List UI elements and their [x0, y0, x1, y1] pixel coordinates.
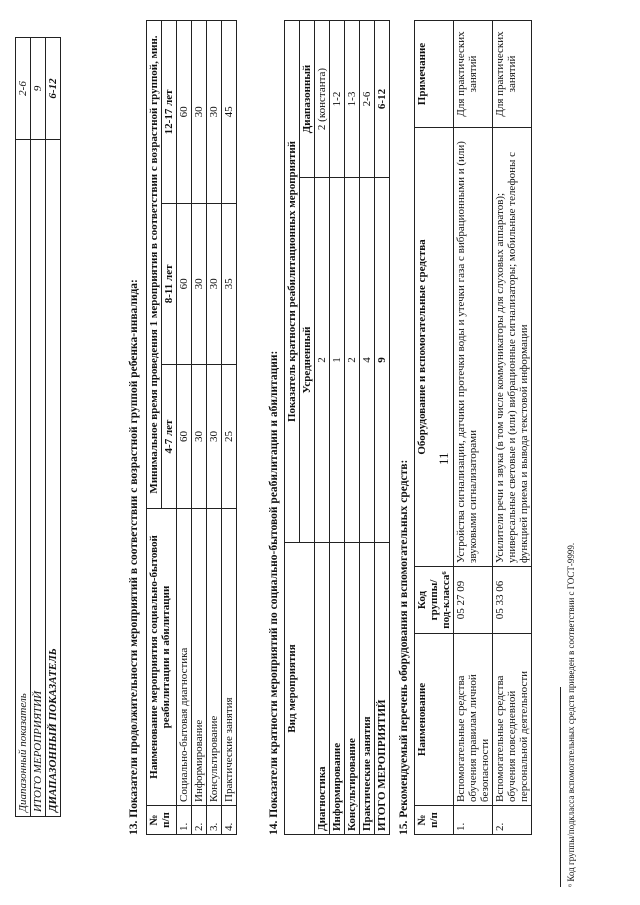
table-header-row — [147, 21, 162, 835]
col-header-num: № п/п — [415, 806, 454, 835]
table-row — [177, 21, 192, 835]
table-cell: Диагностика — [315, 543, 330, 835]
table-cell: Информирование — [330, 543, 345, 835]
section-13-title: 13. Показатели продолжительности мероприятий в соответствии с возрастной группой ребенка-инвалида: — [128, 279, 140, 835]
table-cell: Диапазонный показатель — [16, 140, 31, 817]
page-number: 11 — [436, 452, 451, 465]
footnote: ⁶ Код группы/подкласса вспомогательных средств приведен в соответствии с ГОСТ-9999. — [566, 542, 576, 887]
table-cell: 30 — [207, 203, 222, 364]
table-header-row — [415, 21, 454, 835]
table-cell: 2 — [315, 178, 330, 543]
table-cell: Для практических занятий — [493, 21, 532, 128]
section-15-title: 15. Рекомендуемый перечень оборудования и вспомогательных средств: — [398, 459, 410, 835]
col-header-time: Минимальное время проведения 1 мероприятия в соответствии с возрастной группой, мин. — [147, 21, 162, 509]
section-14-title: 14. Показатели кратности мероприятий по социально-бытовой реабилитации и абилитации: — [268, 350, 280, 835]
table-cell: Социально-бытовая диагностика — [177, 509, 192, 806]
table-cell: Практические занятия — [360, 543, 375, 835]
table-cell: ИТОГО МЕРОПРИЯТИЙ — [31, 140, 46, 817]
table-cell: 6-12 — [375, 21, 390, 178]
table-cell: 35 — [222, 203, 237, 364]
table-cell: Информирование — [192, 509, 207, 806]
table-cell: Устройства сигнализации, датчики протечки воды и утечки газа с вибрационными и (или) звуковыми сигнализаторами — [454, 128, 493, 567]
table-cell: 9 — [375, 178, 390, 543]
table-cell: ИТОГО МЕРОПРИЯТИЙ — [375, 543, 390, 835]
table-cell: 1-3 — [345, 21, 360, 178]
col-header-equipment: Оборудование и вспомогательные средства — [415, 128, 454, 567]
col-header-num: № п/п — [147, 806, 177, 835]
table-cell: 05 33 06 — [493, 567, 532, 634]
table-cell: 30 — [207, 21, 222, 204]
table-header-row — [285, 21, 300, 835]
table-cell: Для практических занятий — [454, 21, 493, 128]
table-cell: 60 — [177, 365, 192, 509]
table-cell: Усилители речи и звука (в том числе коммуникаторы для слуховых аппаратов); универсальные световые и (или) вибрационные сигнализаторы; мобильные телефоны с функцией приема и вывода текстовой информации — [493, 128, 532, 567]
table-cell: 2 (константа) — [315, 21, 330, 178]
col-header-range: Диапазонный — [300, 21, 315, 178]
table-cell: 25 — [222, 365, 237, 509]
table-cell: 2-6 — [360, 21, 375, 178]
col-header-code: Код группы/под-класса⁶ — [415, 567, 454, 634]
table-cell: 2 — [345, 178, 360, 543]
table-cell: ДИАПАЗОННЫЙ ПОКАЗАТЕЛЬ — [46, 140, 61, 817]
top-summary-table — [15, 37, 61, 817]
duration-table — [146, 20, 237, 835]
table-cell: 2. — [493, 806, 532, 835]
table-row — [207, 21, 222, 835]
table-cell: 45 — [222, 21, 237, 204]
frequency-table — [284, 20, 390, 835]
table-cell: 2. — [192, 806, 207, 835]
table-cell: 9 — [31, 38, 46, 140]
table-cell: 60 — [177, 21, 192, 204]
table-cell: 1-2 — [330, 21, 345, 178]
table-row — [31, 38, 46, 817]
table-row — [345, 21, 360, 835]
table-row — [16, 38, 31, 817]
table-cell: 3. — [207, 806, 222, 835]
col-header-type: Вид мероприятия — [285, 543, 315, 835]
age-header: 8-11 лет — [162, 203, 177, 364]
table-row — [493, 21, 532, 835]
table-cell: 1. — [454, 806, 493, 835]
col-header-note: Примечание — [415, 21, 454, 128]
table-row — [360, 21, 375, 835]
age-header: 4-7 лет — [162, 365, 177, 509]
table-cell: Консультирование — [207, 509, 222, 806]
col-header-name: Наименование мероприятия социально-бытовой реабилитации и абилитации — [147, 509, 177, 806]
table-row — [192, 21, 207, 835]
age-header: 12-17 лет — [162, 21, 177, 204]
table-cell: Консультирование — [345, 543, 360, 835]
col-header-group: Показатель кратности реабилитационных мероприятий — [285, 21, 300, 543]
col-header-avg: Усредненный — [300, 178, 315, 543]
table-cell: 2-6 — [16, 38, 31, 140]
table-cell: 30 — [192, 21, 207, 204]
table-cell: Вспомогательные средства обучения повседневной персональной деятельности — [493, 634, 532, 806]
footnote-divider — [560, 687, 561, 887]
col-header-name: Наименование — [415, 634, 454, 806]
table-row — [315, 21, 330, 835]
table-cell: 30 — [192, 203, 207, 364]
table-row — [375, 21, 390, 835]
table-cell: 4 — [360, 178, 375, 543]
table-row — [222, 21, 237, 835]
table-row — [330, 21, 345, 835]
equipment-table — [414, 20, 532, 835]
table-cell: 05 27 09 — [454, 567, 493, 634]
table-cell: Вспомогательные средства обучения правилам личной безопасности — [454, 634, 493, 806]
table-cell: 60 — [177, 203, 192, 364]
table-cell: 30 — [192, 365, 207, 509]
table-row — [454, 21, 493, 835]
table-row — [46, 38, 61, 817]
table-cell: 1 — [330, 178, 345, 543]
table-cell: 4. — [222, 806, 237, 835]
table-cell: 1. — [177, 806, 192, 835]
table-cell: 30 — [207, 365, 222, 509]
table-cell: 6-12 — [46, 38, 61, 140]
table-cell: Практические занятия — [222, 509, 237, 806]
